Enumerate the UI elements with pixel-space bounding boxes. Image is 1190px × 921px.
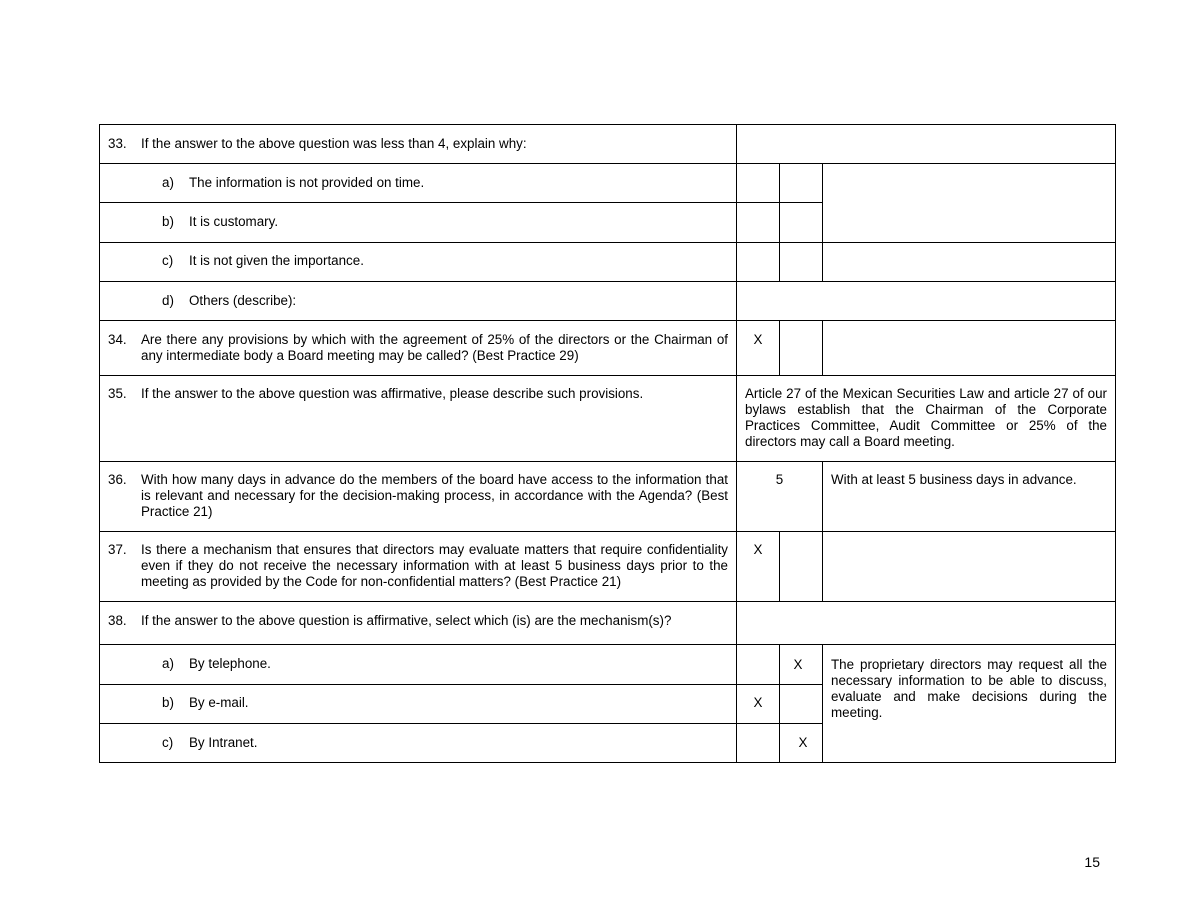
option-letter: b) <box>162 214 174 229</box>
question-number: 35. <box>108 386 127 401</box>
option-letter: c) <box>162 253 174 268</box>
q35-answer: Article 27 of the Mexican Securities Law and article 27 of our bylaws establish that the Chairman of the Corporate Practices Committee, Audit Committee or 25% of the directors may call a Board meeting. <box>745 386 1107 449</box>
option-text: By Intranet. <box>189 735 258 750</box>
option-letter: c) <box>162 735 174 750</box>
option-letter: a) <box>162 656 174 671</box>
question-33 <box>108 136 728 152</box>
question-35 <box>108 386 728 402</box>
question-text: Is there a mechanism that ensures that directors may evaluate matters that require confidentiality even if they do not receive the necessary information with at least 5 business days prior to the meeting as provided by the Code for non-confidential matters? (Best Practice 21) <box>141 542 728 589</box>
option-letter: a) <box>162 175 174 190</box>
option-33b <box>162 214 722 230</box>
question-text: Are there any provisions by which with the agreement of 25% of the directors or the Chairman of any intermediate body a Board meeting may be called? (Best Practice 29) <box>141 332 728 363</box>
question-36 <box>108 472 728 520</box>
option-38b <box>162 695 722 711</box>
question-37 <box>108 542 728 590</box>
question-38 <box>108 613 728 629</box>
q34-yes-mark: X <box>753 332 763 347</box>
option-text: It is not given the importance. <box>189 253 364 268</box>
question-number: 36. <box>108 472 127 487</box>
question-text: If the answer to the above question was affirmative, please describe such provisions. <box>141 386 644 401</box>
option-text: It is customary. <box>189 214 279 229</box>
q38b-yes-mark: X <box>753 695 763 710</box>
q36-comment: With at least 5 business days in advance. <box>831 472 1077 487</box>
option-33a <box>162 175 722 191</box>
option-text: Others (describe): <box>189 293 297 308</box>
q38a-no-mark: X <box>793 657 803 672</box>
option-38c <box>162 735 722 751</box>
question-34 <box>108 332 728 364</box>
page-number: 15 <box>1084 854 1100 870</box>
question-number: 33. <box>108 136 127 151</box>
question-text: If the answer to the above question is affirmative, select which (is) are the mechanism(s)? <box>141 613 672 628</box>
q38-comment: The proprietary directors may request all the necessary information to be able to discuss, evaluate and make decisions during the meeting. <box>831 657 1107 720</box>
option-letter: d) <box>162 293 174 308</box>
question-number: 38. <box>108 613 127 628</box>
option-text: The information is not provided on time. <box>189 175 425 190</box>
question-text: With how many days in advance do the members of the board have access to the information that is relevant and necessary for the decision-making process, in accordance with the Agenda? (Best Practice 21) <box>141 472 728 519</box>
question-number: 37. <box>108 542 127 557</box>
q36-days-value: 5 <box>775 472 784 487</box>
option-text: By telephone. <box>189 656 271 671</box>
question-text: If the answer to the above question was less than 4, explain why: <box>141 136 527 151</box>
option-letter: b) <box>162 695 174 710</box>
q37-yes-mark: X <box>753 542 763 557</box>
option-33d <box>162 293 722 309</box>
option-38a <box>162 656 722 672</box>
question-number: 34. <box>108 332 127 347</box>
option-33c <box>162 253 722 269</box>
option-text: By e-mail. <box>189 695 249 710</box>
q38c-no-mark: X <box>798 735 808 750</box>
